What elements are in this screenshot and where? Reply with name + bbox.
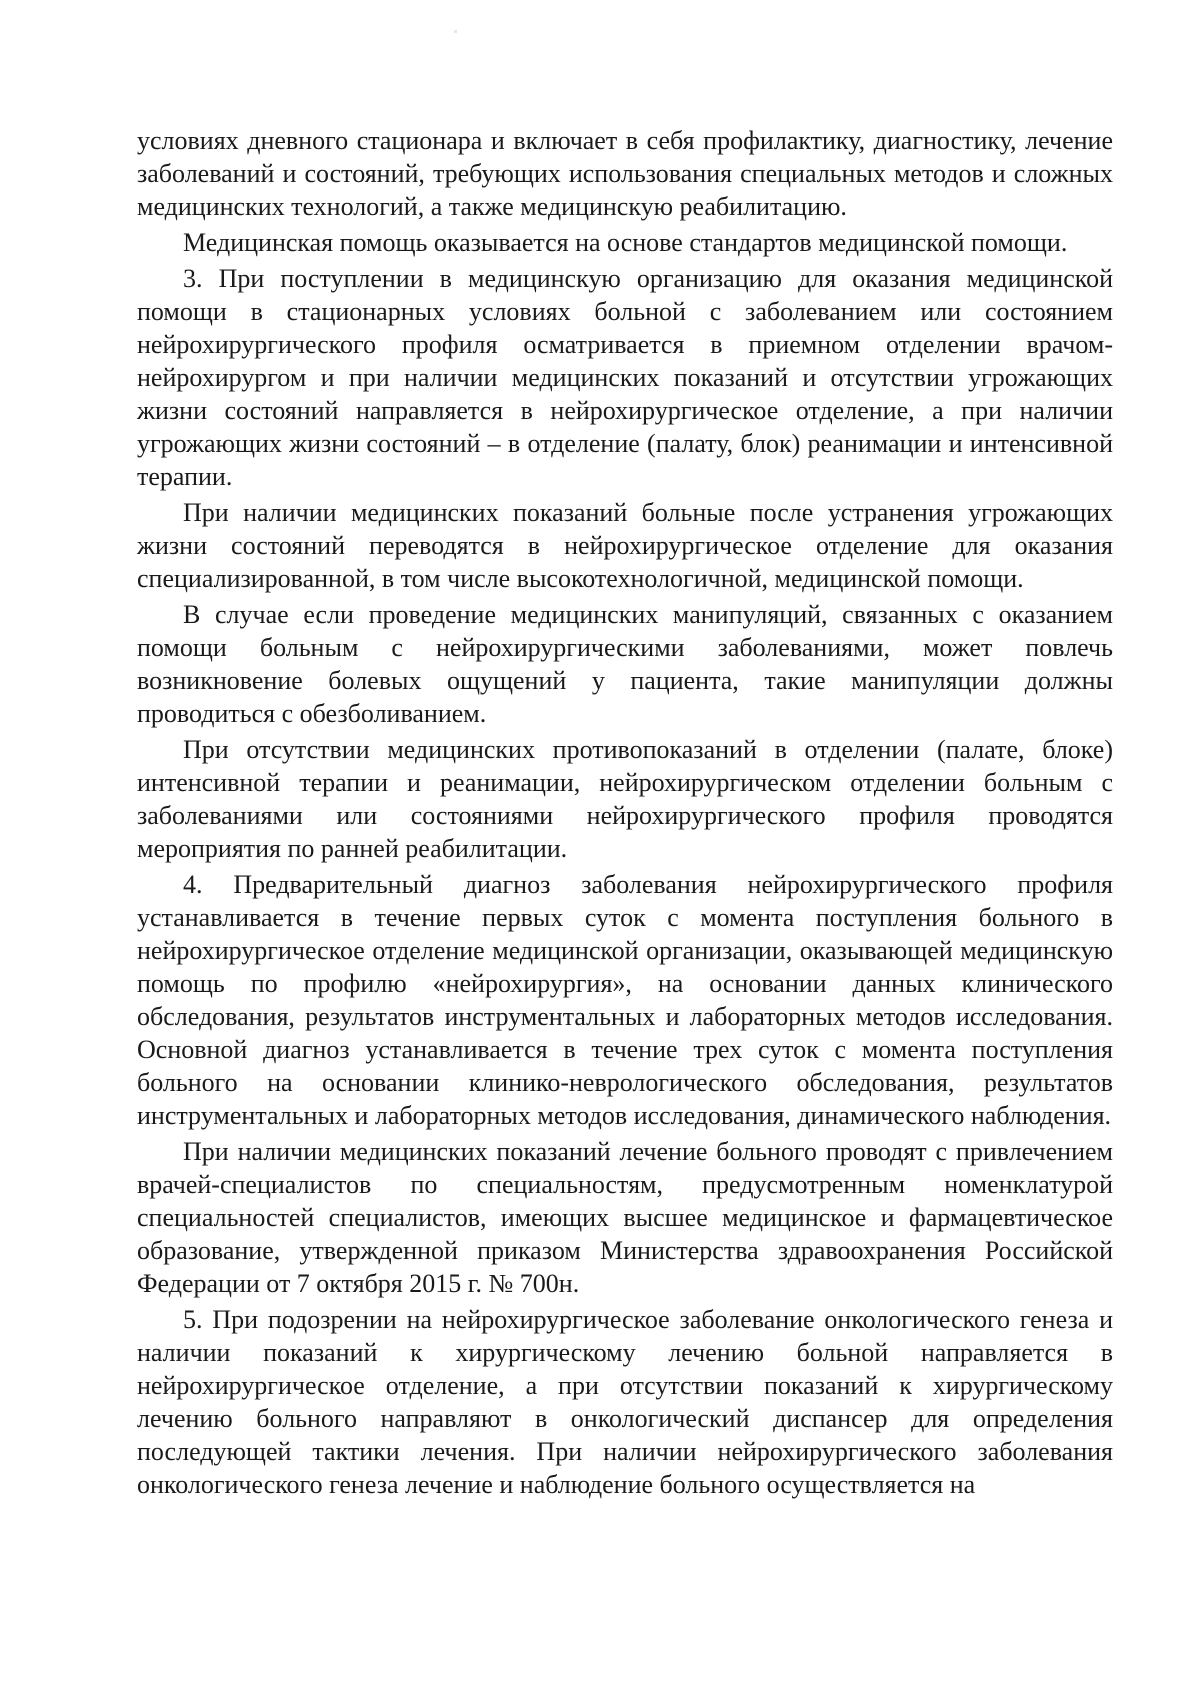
paragraph-item-5: 5. При подозрении на нейрохирургическое заболевание онкологического генеза и наличии показаний к хирургическому лечению больной направляется в нейрохирургическое отделение, а при отсутствии показаний к хирургическому лечению больного направляют в онкологический диспансер для определения последующей тактики лечения. При наличии нейрохирургического заболевания онкологического генеза лечение и наблюдение больного осуществляется на	[137, 1305, 1113, 1499]
paragraph-item-4: 4. Предварительный диагноз заболевания нейрохирургического профиля устанавливается в течение первых суток с момента поступления больного в нейрохирургическое отделение медицинской организации, оказывающей медицинскую помощь по профилю «нейрохирургия», на основании данных клинического обследования, результатов инструментальных и лабораторных методов исследования. Основной диагноз устанавливается в течение трех суток с момента поступления больного на основании клинико-неврологического обследования, результатов инструментальных и лабораторных методов исследования, динамического наблюдения.	[137, 870, 1113, 1130]
paragraph-rehabilitation: При отсутствии медицинских противопоказаний в отделении (палате, блоке) интенсивной терапии и реанимации, нейрохирургическом отделении больным с заболеваниями или состояниями нейрохирургического профиля проводятся мероприятия по ранней реабилитации.	[137, 735, 1113, 863]
paragraph-anesthesia: В случае если проведение медицинских манипуляций, связанных с оказанием помощи больным с нейрохирургическими заболеваниями, может повлечь возникновение болевых ощущений у пациента, такие манипуляции должны проводиться с обезболиванием.	[137, 600, 1113, 728]
paragraph-transfer: При наличии медицинских показаний больные после устранения угрожающих жизни состояний переводятся в нейрохирургическое отделение для оказания специализированной, в том числе высокотехнологичной, медицинской помощи.	[137, 498, 1113, 593]
paragraph-item-3: 3. При поступлении в медицинскую организацию для оказания медицинской помощи в стационарных условиях больной с заболеванием или состоянием нейрохирургического профиля осматривается в приемном отделении врачом-нейрохирургом и при наличии медицинских показаний и отсутствии угрожающих жизни состояний направляется в нейрохирургическое отделение, а при наличии угрожающих жизни состояний – в отделение (палату, блок) реанимации и интенсивной терапии.	[137, 264, 1113, 491]
scan-speck	[454, 30, 457, 33]
paragraph-continuation: условиях дневного стационара и включает в себя профилактику, диагностику, лечение заболеваний и состояний, требующих использования специальных методов и сложных медицинских технологий, а также медицинскую реабилитацию.	[137, 126, 1113, 221]
paragraph-standards: Медицинская помощь оказывается на основе стандартов медицинской помощи.	[183, 228, 1068, 257]
paragraph-specialists: При наличии медицинских показаний лечение больного проводят с привлечением врачей-специалистов по специальностям, предусмотренным номенклатурой специальностей специалистов, имеющих высшее медицинское и фармацевтическое образование, утвержденной приказом Министерства здравоохранения Российской Федерации от 7 октября 2015 г. № 700н.	[137, 1137, 1113, 1298]
document-body	[137, 124, 1113, 1504]
